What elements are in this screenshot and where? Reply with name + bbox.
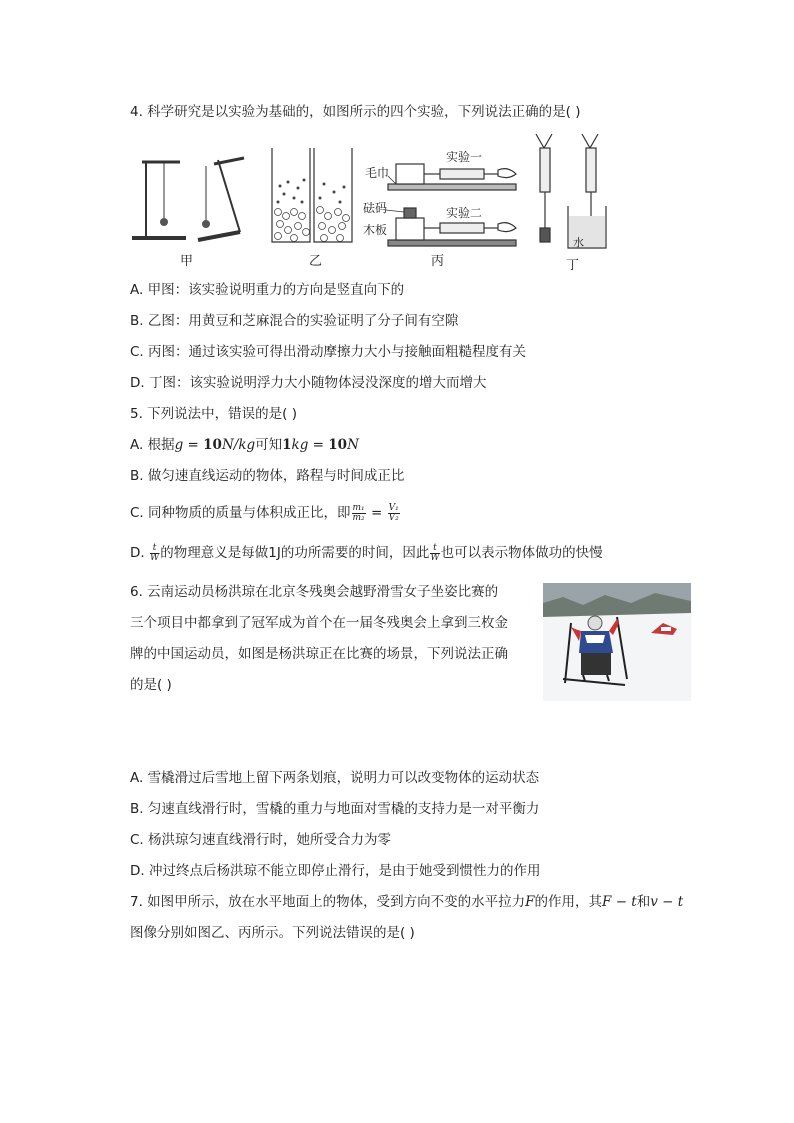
q6-ski-photo xyxy=(543,583,691,701)
q4-stem: 4. 科学研究是以实验为基础的，如图所示的四个实验，下列说法正确的是( ) xyxy=(130,104,581,120)
figure-label-jia: 甲 xyxy=(180,254,194,269)
bing-label-exp2: 实验二 xyxy=(446,206,483,220)
q7-stem-line-2: 图像分别如图乙、丙所示。下列说法错误的是( ) xyxy=(130,925,415,941)
q5-option-c: C. 同种物质的质量与体积成正比，即 $\frac{\text{m₁}}{\text{m₂}}$ = $\frac{\text{V₁}}{\text{V₂}}$ xyxy=(130,502,399,523)
bing-label-board: 木板 xyxy=(363,223,388,237)
q5-option-d: D. $\frac{t}{W}$ 的物理意义是每做1J的功所需要的时间，因此 $\frac{t}{W}$ 也可以表示物体做功的快慢 xyxy=(130,542,603,563)
figure-label-yi: 乙 xyxy=(309,254,323,269)
figure-jia xyxy=(132,158,244,240)
q6-stem-line-4: 的是( ) xyxy=(130,677,172,693)
q4-option-d: D. 丁图：该实验说明浮力大小随物体浸没深度的增大而增大 xyxy=(130,375,487,391)
figure-label-ding: 丁 xyxy=(566,258,580,273)
bing-label-exp1: 实验一 xyxy=(446,150,483,164)
q6-stem-line-2: 三个项目中都拿到了冠军成为首个在一届冬残奥会上拿到三枚金 xyxy=(130,615,508,631)
q5-stem: 5. 下列说法中，错误的是( ) xyxy=(130,406,297,422)
q5-option-b: B. 做匀速直线运动的物体，路程与时间成正比 xyxy=(130,468,405,484)
q6-stem-line-3: 牌的中国运动员，如图是杨洪琼正在比赛的场景，下列说法正确 xyxy=(130,646,508,662)
q4-option-b: B. 乙图：用黄豆和芝麻混合的实验证明了分子间有空隙 xyxy=(130,313,459,329)
q7-stem-line-1: 7. 如图甲所示，放在水平地面上的物体，受到方向不变的水平拉力F的作用，其F − t和v − t xyxy=(130,894,684,910)
bing-label-weight: 砝码 xyxy=(363,201,388,215)
q6-option-c: C. 杨洪琼匀速直线滑行时，她所受合力为零 xyxy=(130,832,392,848)
figure-ding xyxy=(536,134,606,248)
q6-stem-line-1: 6. 云南运动员杨洪琼在北京冬残奥会越野滑雪女子坐姿比赛的 xyxy=(130,584,499,600)
q6-option-b: B. 匀速直线滑行时，雪橇的重力与地面对雪橇的支持力是一对平衡力 xyxy=(130,801,540,817)
figure-label-bing: 丙 xyxy=(431,254,445,269)
ding-label-water: 水 xyxy=(573,236,584,249)
q4-option-c: C. 丙图：通过该实验可得出滑动摩擦力大小与接触面粗糙程度有关 xyxy=(130,344,527,360)
bing-label-towel: 毛巾 xyxy=(365,166,390,180)
figure-yi xyxy=(272,148,352,242)
q4-option-a: A. 甲图：该实验说明重力的方向是竖直向下的 xyxy=(130,282,405,298)
q5-option-a: A. 根据g = 10N/kg可知1kg = 10N xyxy=(130,437,359,453)
q6-option-a: A. 雪橇滑过后雪地上留下两条划痕，说明力可以改变物体的运动状态 xyxy=(130,770,540,786)
q6-option-d: D. 冲过终点后杨洪琼不能立即停止滑行，是由于她受到惯性力的作用 xyxy=(130,863,541,879)
